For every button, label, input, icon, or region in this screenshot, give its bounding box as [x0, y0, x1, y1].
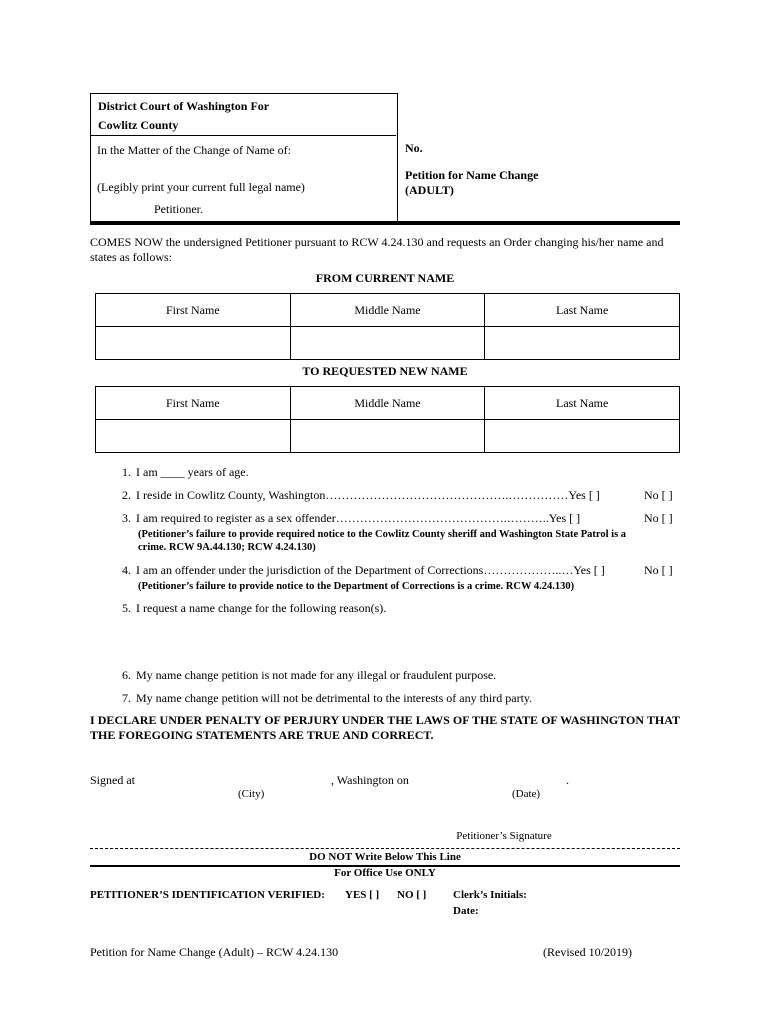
caption-divider [90, 135, 396, 136]
signed-at-label: Signed at [90, 773, 135, 787]
footer-form-title: Petition for Name Change (Adult) – RCW 4.24.130 [90, 945, 339, 959]
court-name-line1: District Court of Washington For [98, 99, 270, 113]
court-name-line2: Cowlitz County [98, 118, 179, 132]
reason-line-1[interactable] [136, 612, 677, 626]
dashed-divider [90, 848, 680, 849]
item-3-note: (Petitioner’s failure to provide required notice to the Cowlitz County sheriff and Washington State Patrol is a crime. RCW 9A.44.130; RCW 4.24.130) [138, 529, 627, 553]
item-4-number: 4. [122, 563, 131, 577]
id-verified-label: PETITIONER’S IDENTIFICATION VERIFIED: [90, 889, 325, 901]
item-1-number: 1. [122, 465, 131, 479]
print-name-hint: (Legibly print your current full legal name) [97, 180, 305, 194]
clerk-initials-label: Clerk’s Initials: [453, 889, 527, 901]
do-not-write-label: DO NOT Write Below This Line [309, 851, 461, 863]
to-new-name-heading: TO REQUESTED NEW NAME [302, 364, 468, 378]
date-input[interactable] [416, 772, 566, 786]
item-2-number: 2. [122, 488, 131, 502]
new-name-table [95, 386, 680, 453]
item-5-number: 5. [122, 601, 131, 615]
id-verified-yes[interactable]: YES [ ] [345, 889, 380, 901]
item-3-no[interactable]: No [ ] [644, 511, 673, 525]
new-first-name-cell[interactable] [96, 420, 291, 453]
item-4-no[interactable]: No [ ] [644, 563, 673, 577]
new-middle-name-header: Middle Name [290, 387, 485, 420]
item-4-text: I am an offender under the jurisdiction of the Department of Corrections………………..…Yes [ ] [136, 563, 605, 577]
current-first-name-cell[interactable] [96, 327, 291, 360]
item-7-number: 7. [122, 691, 131, 705]
from-current-name-heading: FROM CURRENT NAME [315, 271, 455, 285]
perjury-declaration: I DECLARE UNDER PENALTY OF PERJURY UNDER THE LAWS OF THE STATE OF WASHINGTON THAT THE FOREGOING STATEMENTS ARE TRUE AND CORRECT. [90, 713, 680, 742]
petition-title: Petition for Name Change [405, 168, 539, 182]
city-caption: (City) [238, 788, 265, 800]
current-last-name-header: Last Name [485, 294, 680, 327]
current-name-table [95, 293, 680, 360]
item-7-text: My name change petition will not be detrimental to the interests of any third party. [136, 691, 533, 705]
new-middle-name-cell[interactable] [290, 420, 485, 453]
office-use-label: For Office Use ONLY [334, 867, 436, 879]
petitioner-signature-input[interactable] [372, 813, 636, 827]
item-3-number: 3. [122, 511, 131, 525]
footer-revision: (Revised 10/2019) [543, 945, 632, 959]
new-last-name-cell[interactable] [485, 420, 680, 453]
item-4-note: (Petitioner’s failure to provide notice to the Department of Corrections is a crime. RCW 4.24.130) [138, 581, 575, 592]
item-2-text: I reside in Cowlitz County, Washington……………………………………….……………Yes [ ] [136, 488, 600, 502]
new-last-name-header: Last Name [485, 387, 680, 420]
item-2-no[interactable]: No [ ] [644, 488, 673, 502]
office-date-label: Date: [453, 905, 479, 917]
period: . [566, 773, 569, 787]
case-number-label: No. [405, 141, 423, 155]
petition-subtitle: (ADULT) [405, 183, 454, 197]
new-first-name-header: First Name [96, 387, 291, 420]
office-date-input[interactable] [483, 904, 651, 916]
washington-on-label: , Washington on [331, 773, 409, 787]
date-caption: (Date) [512, 788, 541, 800]
item-5-text: I request a name change for the following reason(s). [136, 601, 387, 615]
intro-paragraph: COMES NOW the undersigned Petitioner pursuant to RCW 4.24.130 and requests an Order changing his/her name and states as follows: [90, 235, 664, 264]
item-6-number: 6. [122, 668, 131, 682]
current-last-name-cell[interactable] [485, 327, 680, 360]
city-input[interactable] [141, 772, 331, 786]
petitioner-label: Petitioner. [154, 202, 203, 216]
id-verified-no[interactable]: NO [ ] [397, 889, 427, 901]
reason-line-3[interactable] [136, 643, 677, 657]
item-3-text: I am required to register as a sex offender…………………………………….………..Yes [ ] [136, 511, 581, 525]
current-middle-name-header: Middle Name [290, 294, 485, 327]
case-number-input[interactable] [425, 138, 601, 152]
caption-bottom-rule [90, 221, 680, 225]
current-middle-name-cell[interactable] [290, 327, 485, 360]
matter-label: In the Matter of the Change of Name of: [97, 143, 291, 157]
reason-line-2[interactable] [136, 628, 677, 642]
item-1-text: I am ____ years of age. [136, 465, 249, 479]
current-legal-name-input[interactable] [97, 160, 385, 176]
clerk-initials-input[interactable] [536, 888, 656, 900]
current-first-name-header: First Name [96, 294, 291, 327]
item-6-text: My name change petition is not made for any illegal or fraudulent purpose. [136, 668, 497, 682]
petitioner-signature-caption: Petitioner’s Signature [456, 830, 552, 842]
